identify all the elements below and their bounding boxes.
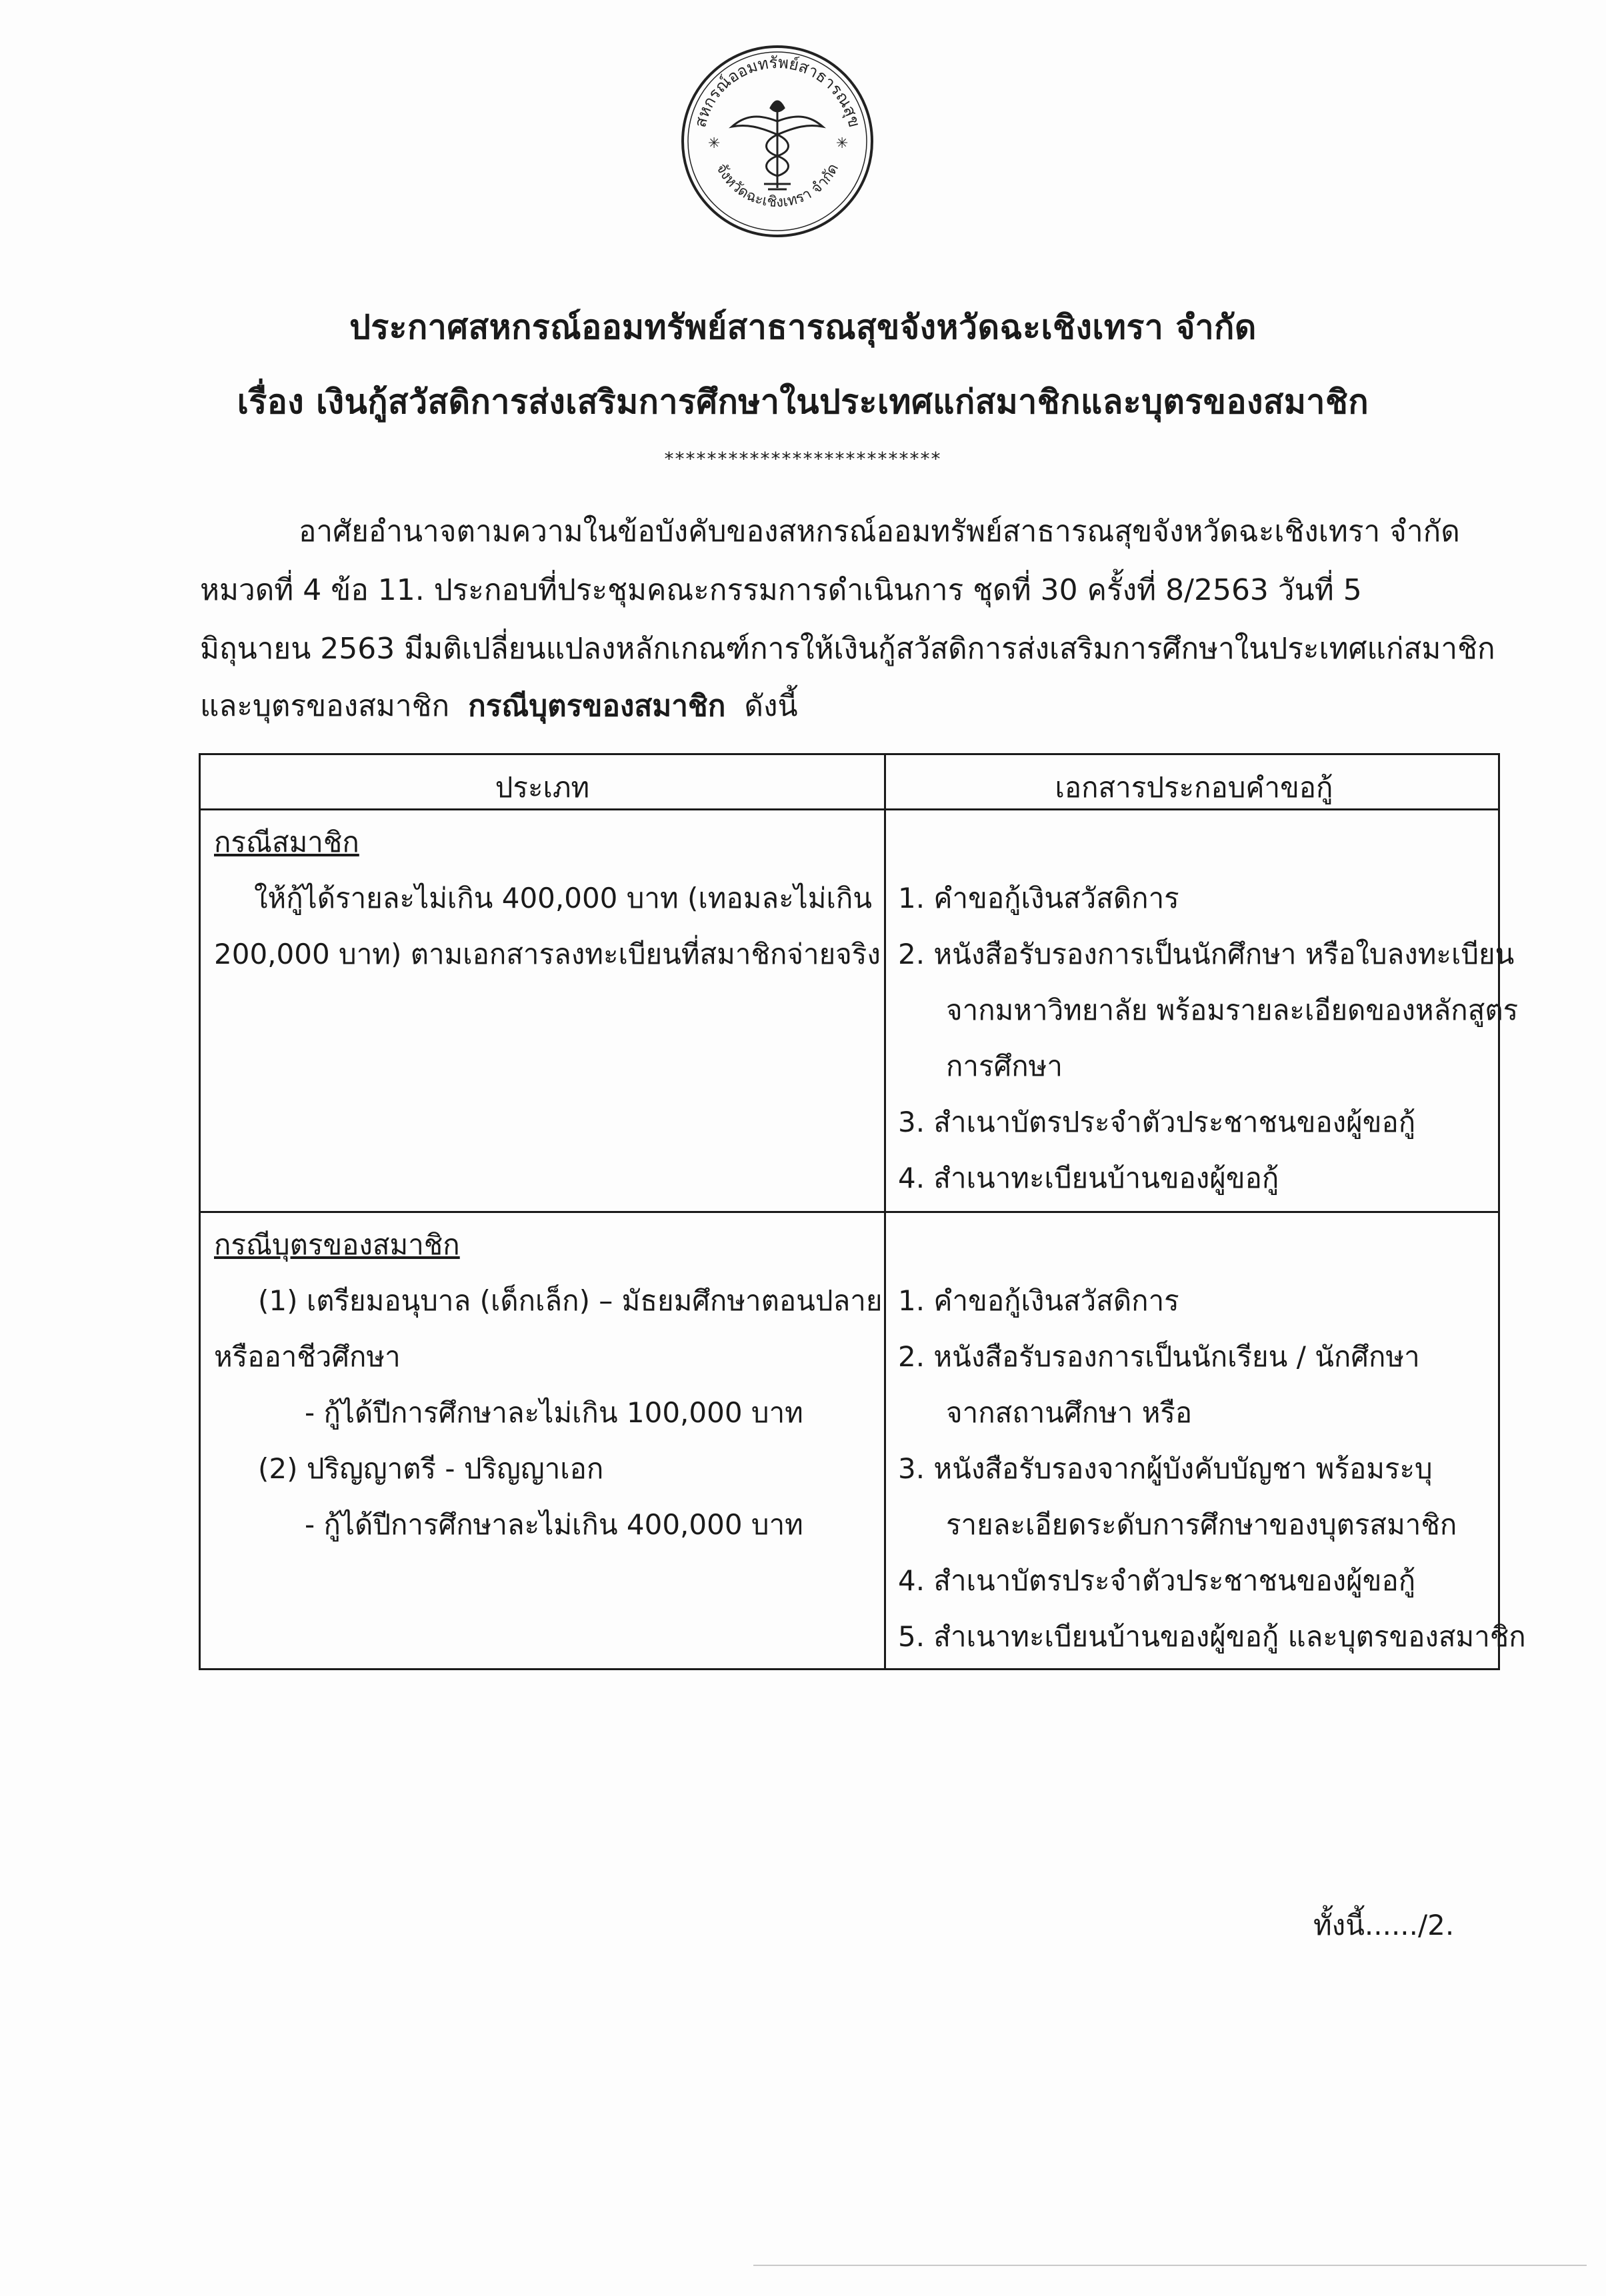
child-left-line: หรืออาชีวศึกษา — [214, 1340, 401, 1373]
intro-line-4 — [200, 682, 798, 729]
child-doc-item: 2. หนังสือรับรองการเป็นนักเรียน / นักศึกษา — [898, 1340, 1420, 1373]
child-left-line: - กู้ได้ปีการศึกษาละไม่เกิน 100,000 บาท — [305, 1396, 803, 1429]
intro-line-4-plain: และบุตรของสมาชิก — [200, 689, 450, 723]
member-doc-item: 3. สำเนาบัตรประจำตัวประชาชนของผู้ขอกู้ — [898, 1106, 1416, 1138]
child-doc-item: จากสถานศึกษา หรือ — [946, 1396, 1193, 1429]
child-left-line: (1) เตรียมอนุบาล (เด็กเล็ก) – มัธยมศึกษาตอนปลาย — [258, 1284, 883, 1317]
intro-line-1: อาศัยอำนาจตามความในข้อบังคับของสหกรณ์ออมทรัพย์สาธารณสุขจังหวัดฉะเชิงเทรา จำกัด — [299, 515, 1460, 549]
intro-line-3: มิถุนายน 2563 มีมติเปลี่ยนแปลงหลักเกณฑ์การให้เงินกู้สวัสดิการส่งเสริมการศึกษาในประเทศแก่สมาชิก — [200, 632, 1495, 666]
section-heading-member: กรณีสมาชิก — [214, 826, 359, 858]
column-header-type: ประเภท — [495, 771, 590, 804]
member-left-line: 200,000 บาท) ตามเอกสารลงทะเบียนที่สมาชิกจ่ายจริง — [214, 938, 881, 970]
svg-text:✳: ✳ — [836, 135, 849, 152]
member-doc-item: 4. สำเนาทะเบียนบ้านของผู้ขอกู้ — [898, 1162, 1279, 1194]
intro-line-2: หมวดที่ 4 ข้อ 11. ประกอบที่ประชุมคณะกรรมการดำเนินการ ชุดที่ 30 ครั้งที่ 8/2563 วันที่ 5 — [200, 573, 1362, 607]
cooperative-seal-logo — [677, 41, 877, 241]
child-doc-item: 3. หนังสือรับรองจากผู้บังคับบัญชา พร้อมระบุ — [898, 1452, 1433, 1485]
intro-line-4-bold: กรณีบุตรของสมาชิก — [468, 689, 726, 723]
child-doc-item: รายละเอียดระดับการศึกษาของบุตรสมาชิก — [946, 1508, 1457, 1541]
child-doc-item: 5. สำเนาทะเบียนบ้านของผู้ขอกู้ และบุตรของสมาชิก — [898, 1620, 1526, 1653]
member-doc-item: 2. หนังสือรับรองการเป็นนักศึกษา หรือใบลงทะเบียน — [898, 938, 1515, 970]
separator-stars: ************************** — [664, 448, 942, 470]
section-heading-member-child: กรณีบุตรของสมาชิก — [214, 1228, 460, 1261]
svg-text:✳: ✳ — [708, 135, 721, 152]
seal-top-text: สหกรณ์ออมทรัพย์สาธารณสุข — [691, 53, 864, 129]
scan-edge-line — [753, 2265, 1587, 2266]
page-continuation-note: ทั้งนี้....../2. — [1313, 1909, 1455, 1941]
child-left-line: - กู้ได้ปีการศึกษาละไม่เกิน 400,000 บาท — [305, 1508, 803, 1541]
member-left-line: ให้กู้ได้รายละไม่เกิน 400,000 บาท (เทอมละไม่เกิน — [254, 882, 872, 914]
column-header-documents: เอกสารประกอบคำขอกู้ — [1055, 771, 1333, 804]
intro-line-4-end: ดังนี้ — [744, 689, 798, 723]
section-divider — [201, 1211, 1498, 1213]
loan-criteria-table — [199, 753, 1526, 1670]
member-doc-item: 1. คำขอกู้เงินสวัสดิการ — [898, 882, 1179, 914]
member-doc-item: การศึกษา — [946, 1050, 1063, 1082]
child-left-line: (2) ปริญญาตรี - ปริญญาเอก — [258, 1452, 604, 1485]
announcement-subject: เรื่อง เงินกู้สวัสดิการส่งเสริมการศึกษาในประเทศแก่สมาชิกและบุตรของสมาชิก — [237, 383, 1369, 421]
member-doc-item: จากมหาวิทยาลัย พร้อมรายละเอียดของหลักสูตร — [946, 994, 1519, 1026]
seal-bottom-text: จังหวัดฉะเชิงเทรา จำกัด — [712, 161, 843, 211]
announcement-title: ประกาศสหกรณ์ออมทรัพย์สาธารณสุขจังหวัดฉะเชิงเทรา จำกัด — [349, 308, 1257, 347]
child-doc-item: 4. สำเนาบัตรประจำตัวประชาชนของผู้ขอกู้ — [898, 1564, 1416, 1597]
child-doc-item: 1. คำขอกู้เงินสวัสดิการ — [898, 1284, 1179, 1317]
